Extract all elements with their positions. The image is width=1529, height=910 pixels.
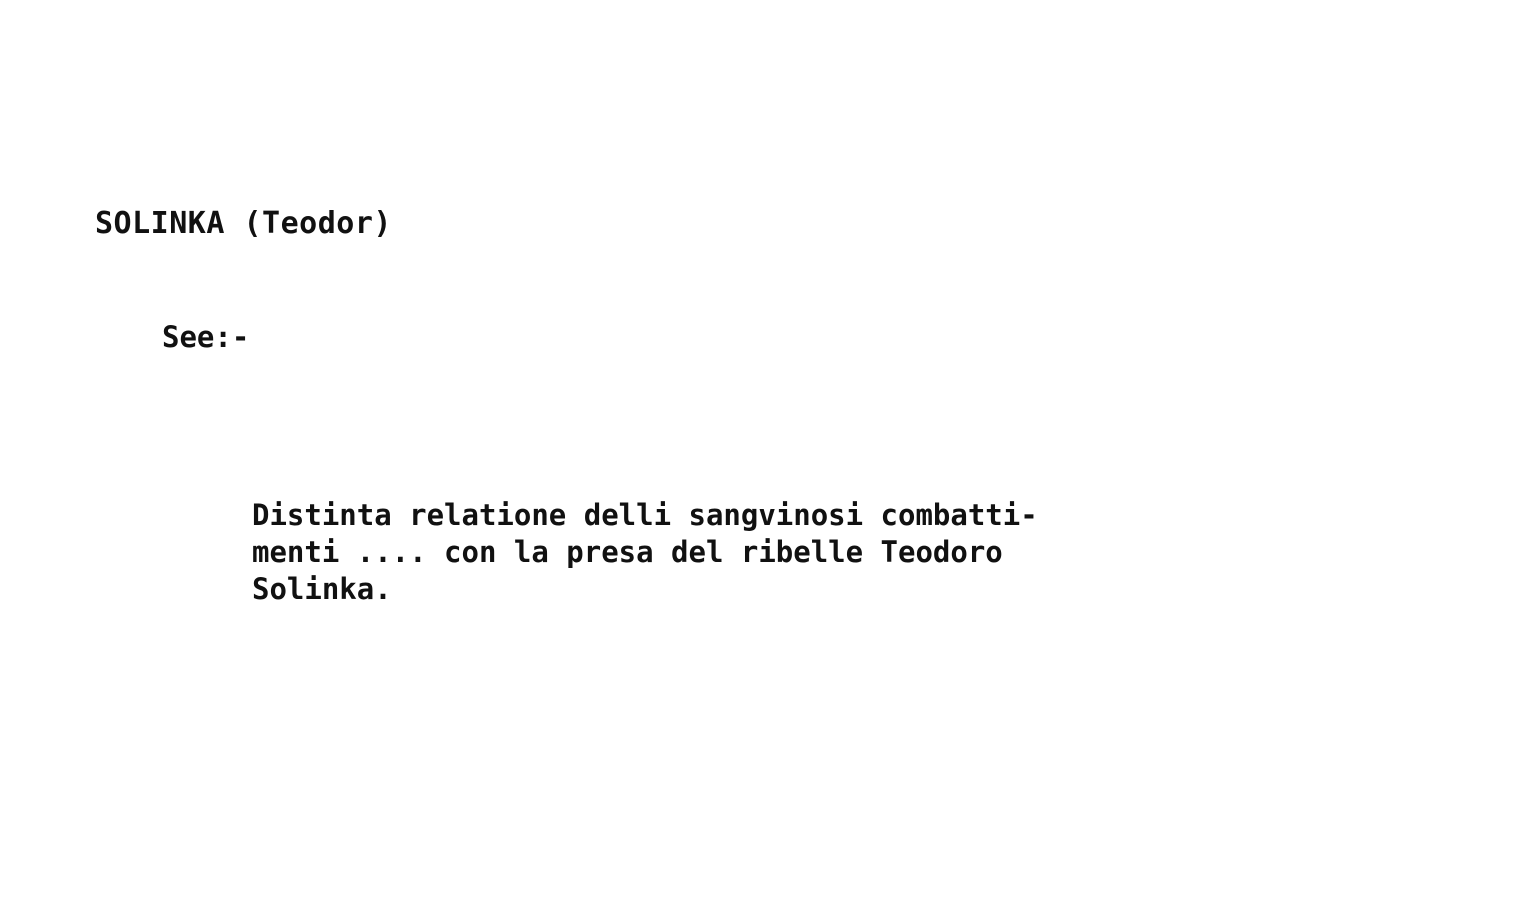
entry-line: menti .... con la presa del ribelle Teodoro	[252, 535, 1003, 569]
reference-entry	[252, 497, 1038, 608]
see-reference-label: See:-	[162, 320, 250, 354]
card-heading: SOLINKA (Teodor)	[95, 206, 392, 241]
entry-line: Distinta relatione delli sangvinosi combatti-	[252, 498, 1038, 532]
entry-line: Solinka.	[252, 572, 392, 606]
